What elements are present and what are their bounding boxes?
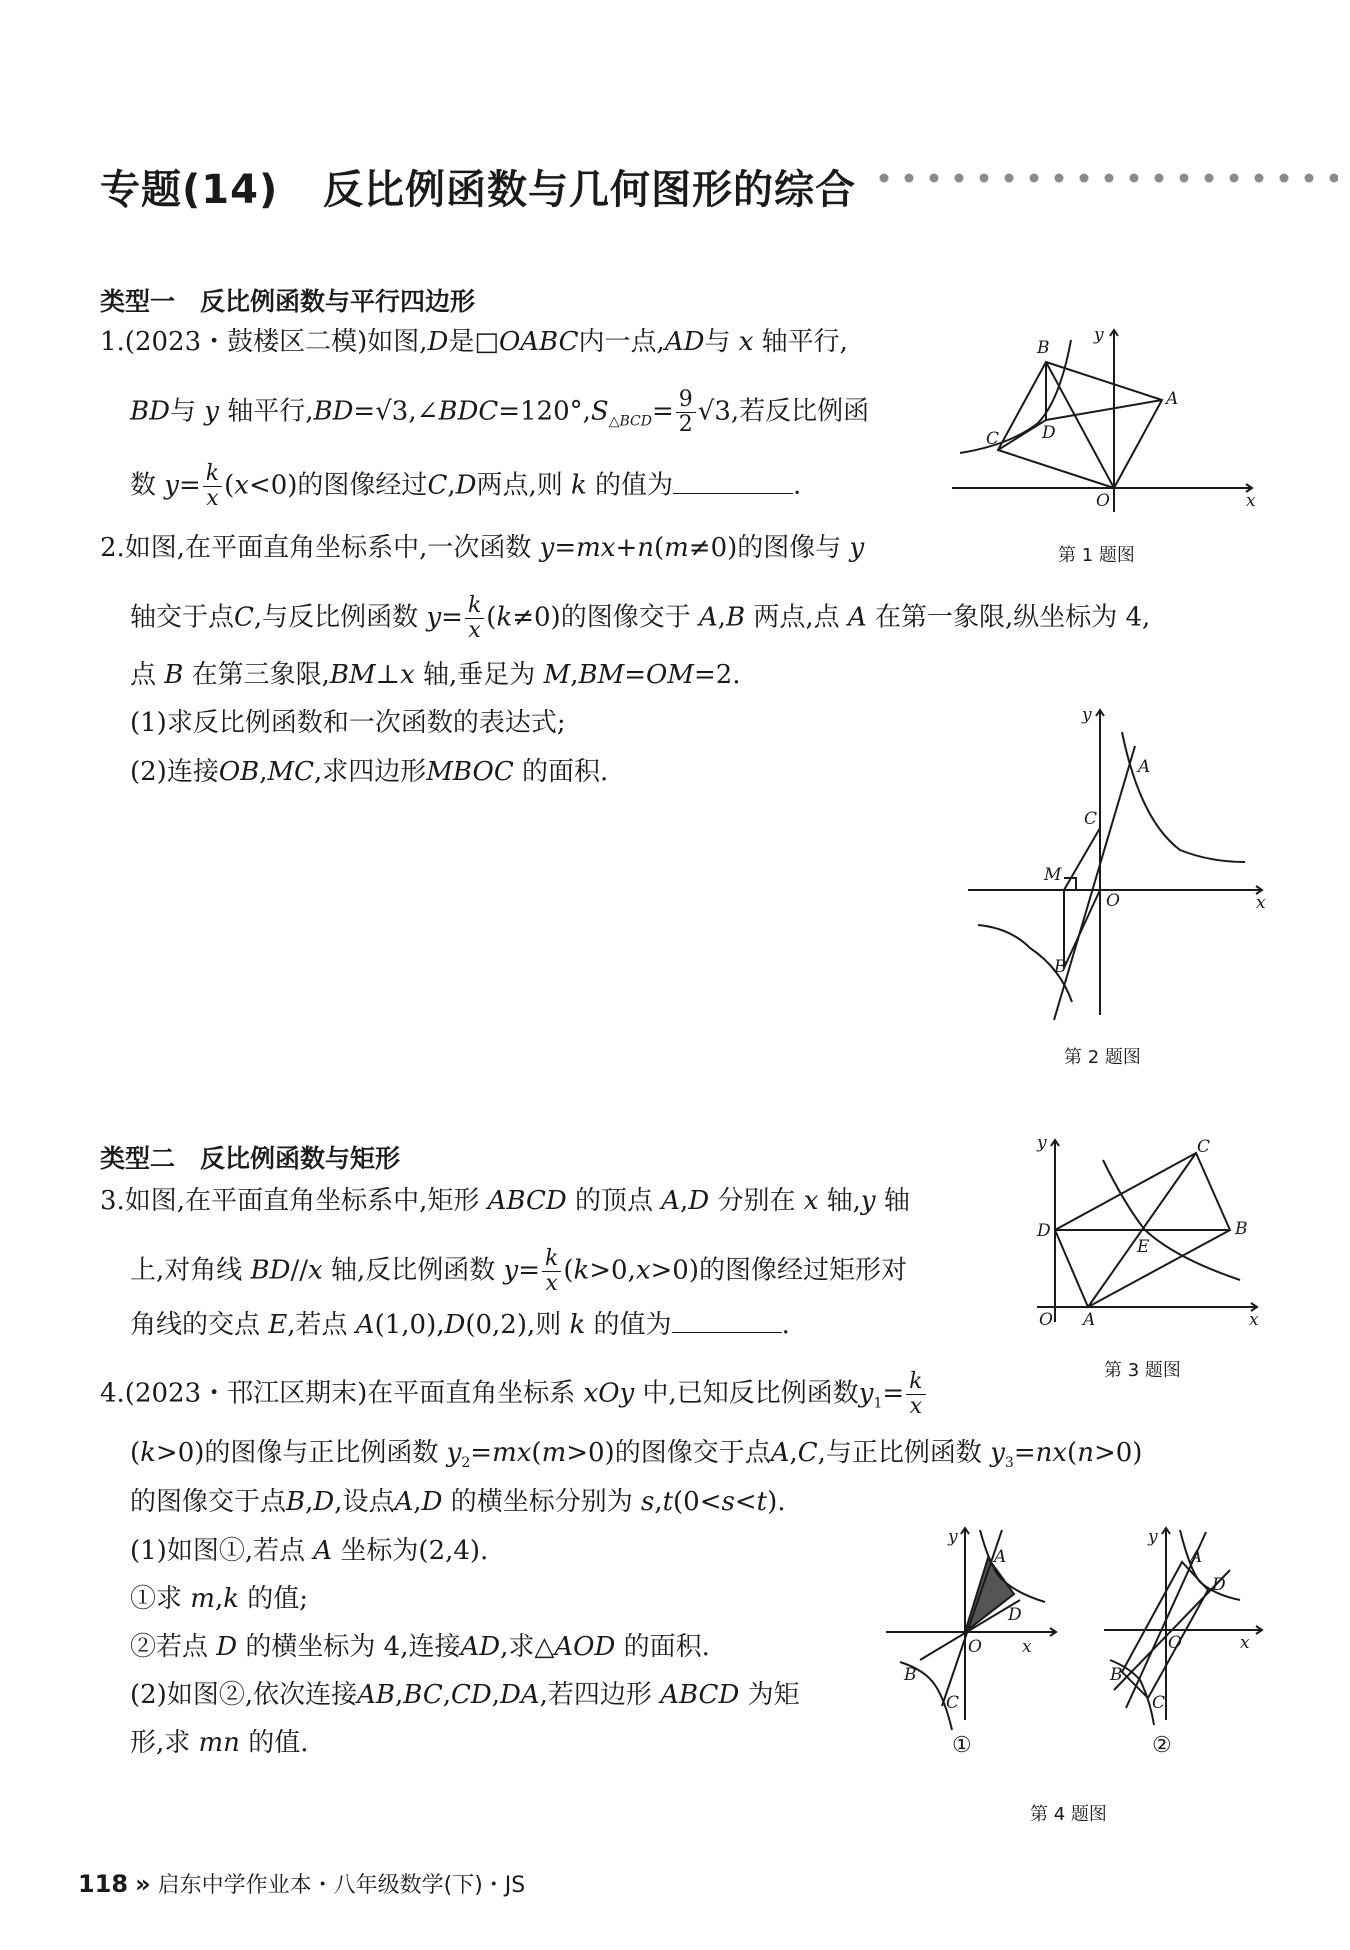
q3-fraction-k-x: $\frac{k}{x}$: [542, 1247, 561, 1296]
svg-text:O: O: [1168, 1633, 1182, 1653]
q4-line1: 4.(2023・邗江区期末)在平面直角坐标系 xOy 中,已知反比例函数$y_1=$ $\frac{k}{x}$: [100, 1370, 928, 1421]
svg-text:y: y: [1094, 325, 1104, 345]
svg-text:B: B: [1235, 1219, 1248, 1239]
figure-4-1: [880, 1520, 1060, 1760]
svg-text:B: B: [1110, 1665, 1123, 1685]
svg-text:C: C: [1084, 809, 1098, 829]
figure-1-caption: 第 1 题图: [1058, 545, 1135, 566]
svg-text:x: x: [1256, 893, 1266, 913]
q1-line3: 数 y= $\frac{k}{x}$ (x<0)的图像经过C,D两点,则 k 的值为 .: [130, 461, 802, 511]
svg-text:C: C: [1197, 1137, 1211, 1157]
q2-line3: 点 B 在第三象限,BM⊥x 轴,垂足为 M,BM=OM=2.: [130, 660, 741, 690]
q3-line2: 上,对角线 BD//x 轴,反比例函数 y= $\frac{k}{x}$ (k>0,x>0)的图像经过矩形对: [130, 1246, 907, 1296]
svg-text:y: y: [1082, 705, 1092, 725]
figure-3: [1025, 1130, 1265, 1330]
q2-line2: 轴交于点C,与反比例函数 y= $\frac{k}{x}$ (k≠0)的图像交于 A,B 两点,点 A 在第一象限,纵坐标为 4,: [130, 593, 1151, 643]
double-chevron-icon: »: [135, 1870, 151, 1898]
svg-text:C: C: [946, 1693, 960, 1713]
svg-text:B: B: [904, 1665, 917, 1685]
svg-text:D: D: [1037, 1221, 1051, 1241]
svg-text:E: E: [1137, 1237, 1150, 1257]
svg-text:x: x: [1246, 491, 1256, 511]
page-title: [100, 158, 856, 215]
svg-text:x: x: [1240, 1633, 1250, 1653]
figure-2-caption: 第 2 题图: [1064, 1047, 1141, 1068]
svg-text:A: A: [1138, 757, 1151, 777]
svg-text:B: B: [1037, 338, 1050, 358]
q4-part1: (1)如图①,若点 A 坐标为(2,4).: [130, 1536, 489, 1566]
svg-text:D: D: [1042, 423, 1056, 443]
figure-1: [950, 320, 1260, 520]
figure-4-2: [1100, 1520, 1270, 1760]
footer-book-title: 启东中学作业本・八年级数学(下)・JS: [157, 1873, 526, 1898]
svg-text:①: ①: [952, 1733, 972, 1758]
svg-text:O: O: [968, 1637, 982, 1657]
figure-3-caption: 第 3 题图: [1104, 1360, 1181, 1381]
q3-answer-blank[interactable]: [672, 1308, 782, 1333]
svg-text:②: ②: [1152, 1733, 1172, 1758]
q4-line2: (k>0)的图像与正比例函数 $y_2=mx(m>0)$的图像交于点A,C,与正比例函数 $y_3=nx(n>0)$: [130, 1438, 1143, 1472]
title-text: 反比例函数与几何图形的综合: [323, 167, 857, 213]
svg-text:A: A: [1190, 1547, 1203, 1567]
q4-line3: 的图像交于点B,D,设点A,D 的横坐标分别为 s,t(0<s<t).: [130, 1487, 786, 1517]
q1-line2: BD与 y 轴平行$,BD=√3,\angle BDC=120^\circ,S_{\triangle BCD}=$ $\frac{9}{2}$ √3,若反比例函: [130, 387, 870, 437]
page-footer: [78, 1868, 525, 1899]
q4-part1-ii: ②若点 D 的横坐标为 4,连接AD,求△AOD 的面积.: [130, 1632, 710, 1662]
svg-text:A: A: [1083, 1310, 1096, 1330]
svg-text:y: y: [948, 1527, 958, 1547]
q2-fraction-k-x: $\frac{k}{x}$: [465, 594, 484, 643]
svg-text:B: B: [1054, 957, 1067, 977]
q4-part2-cont: 形,求 mn 的值.: [130, 1728, 309, 1758]
q4-part2: (2)如图②,依次连接AB,BC,CD,DA,若四边形 ABCD 为矩: [130, 1680, 800, 1710]
svg-text:O: O: [1106, 891, 1120, 911]
svg-text:D: D: [1008, 1605, 1022, 1625]
title-decoration-dots: [878, 172, 1338, 184]
q1-answer-blank[interactable]: [673, 469, 793, 494]
figure-2: [960, 700, 1270, 1020]
svg-text:x: x: [1249, 1310, 1259, 1330]
q1-fraction-k-x: $\frac{k}{x}$: [203, 462, 222, 511]
svg-text:C: C: [986, 429, 1000, 449]
q4-part1-i: ①求 m,k 的值;: [130, 1584, 308, 1614]
q2-part1: (1)求反比例函数和一次函数的表达式;: [130, 708, 566, 738]
q2-part2: (2)连接OB,MC,求四边形MBOC 的面积.: [130, 757, 609, 787]
svg-text:O: O: [1039, 1310, 1053, 1330]
svg-text:x: x: [1022, 1637, 1032, 1657]
q2-line1: 2.如图,在平面直角坐标系中,一次函数 y=mx+n(m≠0)的图像与 y: [100, 533, 865, 563]
figure-4-caption: 第 4 题图: [1030, 1804, 1107, 1825]
q3-line3: 角线的交点 E,若点 A(1,0),D(0,2),则 k 的值为 .: [130, 1310, 790, 1340]
q4-fraction-k-x: $\frac{k}{x}$: [906, 1370, 925, 1419]
svg-text:A: A: [1166, 389, 1179, 409]
q3-line1: 3.如图,在平面直角坐标系中,矩形 ABCD 的顶点 A,D 分别在 x 轴,y 轴: [100, 1186, 910, 1216]
q1-line1: 1.(2023・鼓楼区二模)如图,D是□OABC内一点,AD与 x 轴平行,: [100, 327, 848, 357]
svg-text:A: A: [994, 1547, 1007, 1567]
svg-text:C: C: [1152, 1693, 1166, 1713]
q1-fraction-9-2: $\frac{9}{2}$: [676, 388, 696, 437]
title-prefix: 专题(14): [100, 167, 279, 213]
svg-text:y: y: [1148, 1527, 1158, 1547]
svg-text:M: M: [1044, 865, 1062, 885]
svg-text:y: y: [1037, 1133, 1047, 1153]
section-heading-type1: 类型一 反比例函数与平行四边形: [100, 287, 476, 316]
svg-text:D: D: [1212, 1575, 1226, 1595]
svg-text:O: O: [1096, 491, 1110, 511]
section-heading-type2: 类型二 反比例函数与矩形: [100, 1144, 401, 1173]
page-number: 118: [78, 1870, 129, 1898]
